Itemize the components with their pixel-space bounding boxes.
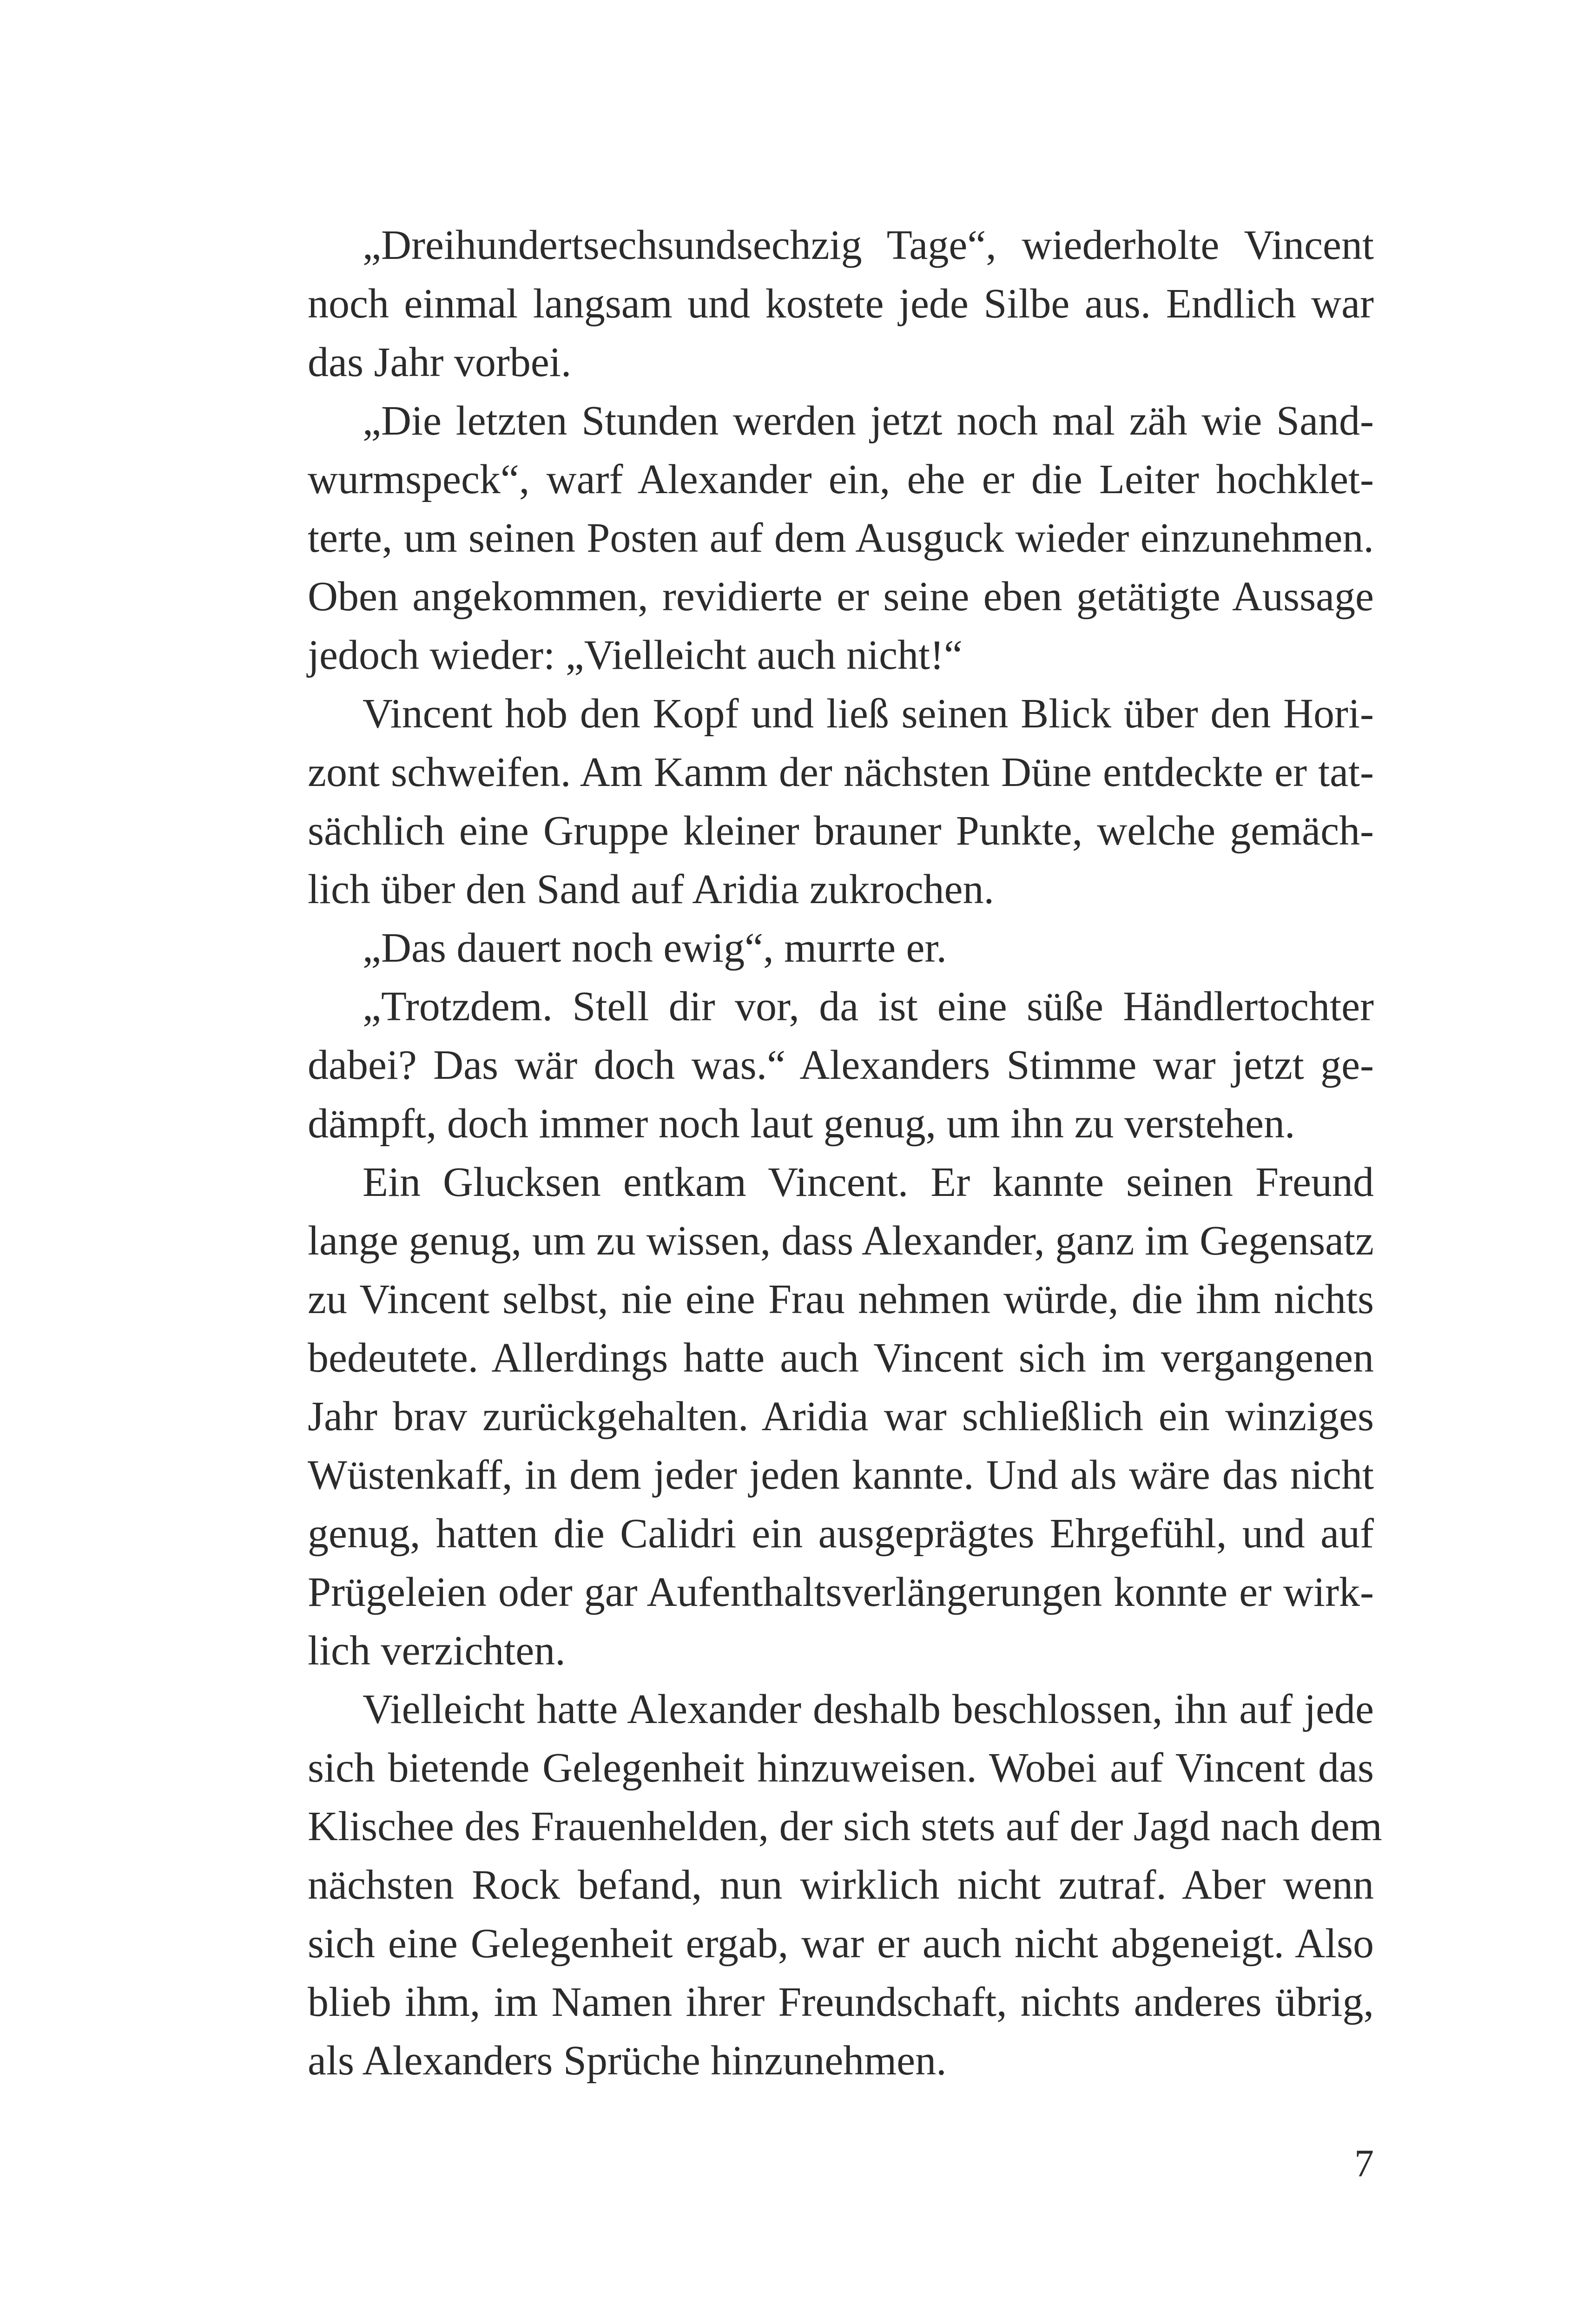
text-line: lange genug, um zu wissen, dass Alexander, ganz im Gegensatz <box>308 1218 1374 1264</box>
text-line: blieb ihm, im Namen ihrer Freundschaft, nichts anderes übrig, <box>308 1979 1374 2025</box>
paragraph <box>308 1153 1374 1680</box>
text-line: noch einmal langsam und kostete jede Silbe aus. Endlich war <box>308 281 1374 327</box>
text-line: zu Vincent selbst, nie eine Frau nehmen würde, die ihm nichts <box>308 1276 1374 1322</box>
text-line: sich eine Gelegenheit ergab, war er auch nicht abgeneigt. Also <box>308 1921 1374 1967</box>
paragraph <box>308 392 1374 685</box>
text-line: terte, um seinen Posten auf dem Ausguck wieder einzunehmen. <box>308 515 1374 561</box>
page-number: 7 <box>1354 2142 1374 2185</box>
text-line: sächlich eine Gruppe kleiner brauner Punkte, welche gemäch- <box>308 808 1374 854</box>
text-line: „Das dauert noch ewig“, murrte er. <box>363 925 947 971</box>
text-line: Vincent hob den Kopf und ließ seinen Blick über den Hori- <box>363 691 1374 737</box>
text-line: Klischee des Frauenhelden, der sich stets auf der Jagd nach dem <box>308 1803 1382 1849</box>
text-line: genug, hatten die Calidri ein ausgeprägtes Ehrgefühl, und auf <box>308 1511 1374 1557</box>
text-line: Jahr brav zurückgehalten. Aridia war schließlich ein winziges <box>308 1393 1374 1439</box>
text-line: bedeutete. Allerdings hatte auch Vincent sich im vergangenen <box>308 1335 1374 1381</box>
text-line: das Jahr vorbei. <box>308 339 572 385</box>
text-line: nächsten Rock befand, nun wirklich nicht zutraf. Aber wenn <box>308 1862 1374 1908</box>
paragraph <box>308 919 1374 977</box>
text-line: lich verzichten. <box>308 1628 566 1674</box>
text-line: Vielleicht hatte Alexander deshalb beschlossen, ihn auf jede <box>363 1686 1374 1732</box>
text-line: dabei? Das wär doch was.“ Alexanders Stimme war jetzt ge- <box>308 1042 1374 1088</box>
text-line: Prügeleien oder gar Aufenthaltsverlängerungen konnte er wirk- <box>308 1569 1374 1615</box>
paragraph <box>308 216 1374 392</box>
text-line: Ein Glucksen entkam Vincent. Er kannte seinen Freund <box>363 1159 1374 1205</box>
text-line: Wüstenkaff, in dem jeder jeden kannte. Und als wäre das nicht <box>308 1452 1374 1498</box>
text-line: als Alexanders Sprüche hinzunehmen. <box>308 2038 947 2084</box>
text-line: wurmspeck“, warf Alexander ein, ehe er die Leiter hochklet- <box>308 456 1374 502</box>
body-text <box>308 216 1382 2090</box>
text-line: dämpft, doch immer noch laut genug, um ihn zu verstehen. <box>308 1101 1295 1147</box>
text-line: „Die letzten Stunden werden jetzt noch mal zäh wie Sand- <box>363 398 1374 444</box>
text-line: Oben angekommen, revidierte er seine eben getätigte Aussage <box>308 574 1374 620</box>
text-line: lich über den Sand auf Aridia zukrochen. <box>308 866 995 912</box>
text-line: „Dreihundertsechsundsechzig Tage“, wiederholte Vincent <box>363 222 1374 268</box>
paragraph <box>308 685 1374 919</box>
text-line: „Trotzdem. Stell dir vor, da ist eine süße Händlertochter <box>363 984 1374 1030</box>
paragraph <box>308 1680 1382 2090</box>
text-line: jedoch wieder: „Vielleicht auch nicht!“ <box>308 632 963 678</box>
paragraph <box>308 977 1374 1153</box>
text-line: sich bietende Gelegenheit hinzuweisen. Wobei auf Vincent das <box>308 1745 1374 1791</box>
text-line: zont schweifen. Am Kamm der nächsten Düne entdeckte er tat- <box>308 749 1374 795</box>
